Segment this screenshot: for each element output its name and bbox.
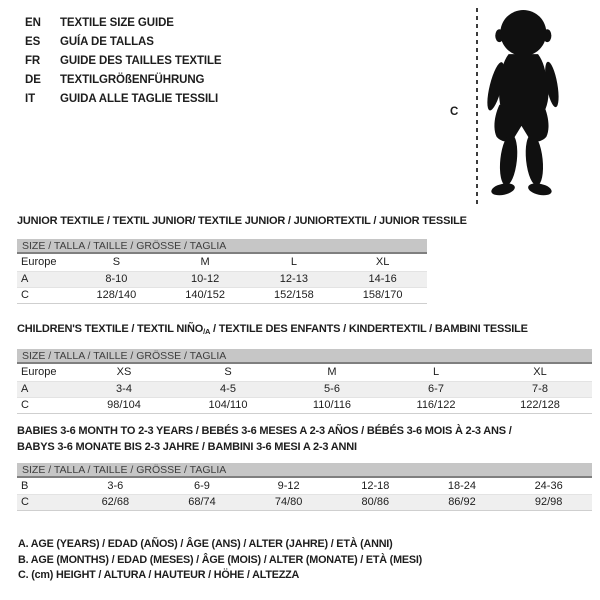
row-label: C: [21, 399, 29, 411]
table-cell: 116/122: [416, 399, 456, 411]
table-cell: 62/68: [101, 496, 130, 508]
table-cell: S: [224, 366, 232, 379]
table-cell: 104/110: [208, 399, 248, 411]
table-cell: 74/80: [274, 496, 303, 508]
table-cell: XL: [375, 256, 390, 269]
language-title: GUIDE DES TAILLES TEXTILE: [60, 54, 222, 67]
language-row-it: [25, 89, 222, 108]
row-label: C: [21, 289, 29, 301]
table-cell: 140/152: [185, 289, 225, 301]
table-cell: 9-12: [277, 479, 300, 492]
section-babies: [17, 423, 592, 511]
babies-size-table: [17, 478, 592, 511]
table-row: [17, 381, 592, 397]
table-cell: 158/170: [362, 289, 403, 301]
section-children-title: [17, 323, 592, 338]
language-row-en: [25, 13, 222, 32]
row-label: B: [21, 479, 29, 492]
table-cell: 68/74: [188, 496, 216, 508]
language-code: FR: [25, 54, 41, 67]
language-list: [25, 13, 222, 108]
note-height: C. (cm) HEIGHT / ALTURA / HAUTEUR / HÖHE / ALTEZZA: [18, 569, 300, 582]
language-title: GUÍA DE TALLAS: [60, 35, 154, 48]
table-cell: L: [290, 256, 297, 269]
table-cell: XS: [116, 366, 132, 379]
table-cell: 98/104: [107, 399, 141, 411]
language-title: TEXTILE SIZE GUIDE: [60, 16, 174, 29]
table-cell: 12-13: [279, 273, 308, 285]
language-row-es: [25, 32, 222, 51]
language-row-de: [25, 70, 222, 89]
row-label: Europe: [21, 366, 57, 379]
table-cell: 8-10: [105, 273, 128, 285]
title-text: CHILDREN'S TEXTILE / TEXTIL NIÑO: [17, 323, 204, 335]
title-subscript: /A: [203, 327, 211, 336]
row-label: Europe: [21, 256, 57, 269]
table-cell: L: [432, 366, 440, 379]
table-cell: S: [112, 256, 121, 269]
table-header-row: [17, 364, 592, 381]
table-cell: 122/128: [520, 399, 560, 411]
baby-figure: [445, 0, 600, 215]
table-cell: 4-5: [220, 383, 236, 395]
section-children: [17, 323, 592, 414]
title-text: / TEXTILE DES ENFANTS / KINDERTEXTIL / BAMBINI TESSILE: [210, 323, 528, 335]
size-header-bar: SIZE / TALLA / TAILLE / GRÖSSE / TAGLIA: [17, 349, 592, 364]
height-measure-label: C: [450, 106, 459, 118]
table-cell: 80/86: [361, 496, 390, 508]
children-size-table: [17, 364, 592, 414]
table-cell: 128/140: [96, 289, 137, 301]
table-cell: XL: [533, 366, 547, 379]
baby-silhouette-icon: [481, 6, 573, 208]
language-code: EN: [25, 16, 41, 29]
note-age-years: A. AGE (YEARS) / EDAD (AÑOS) / ÂGE (ANS) / ALTER (JAHRE) / ETÀ (ANNI): [18, 538, 393, 550]
table-row: [17, 397, 592, 413]
language-code: IT: [25, 92, 36, 105]
table-cell: 110/116: [312, 399, 352, 411]
table-header-row: [17, 254, 427, 271]
junior-size-table: [17, 254, 427, 304]
language-title: GUIDA ALLE TAGLIE TESSILI: [60, 92, 219, 105]
table-cell: M: [327, 366, 337, 379]
table-cell: 7-8: [532, 383, 548, 395]
table-cell: 10-12: [191, 273, 220, 285]
legend-notes: [18, 537, 422, 584]
size-header-bar: SIZE / TALLA / TAILLE / GRÖSSE / TAGLIA: [17, 239, 427, 254]
row-label: A: [21, 273, 29, 285]
section-junior-title: JUNIOR TEXTILE / TEXTIL JUNIOR/ TEXTILE JUNIOR / JUNIORTEXTIL / JUNIOR TESSILE: [17, 215, 467, 227]
table-cell: 152/158: [273, 289, 314, 301]
table-cell: 24-36: [534, 479, 563, 492]
table-cell: 14-16: [368, 273, 397, 285]
table-cell: 3-6: [107, 479, 124, 492]
table-row: [17, 271, 427, 287]
row-label: A: [21, 383, 29, 395]
table-row: [17, 287, 427, 303]
table-cell: 5-6: [324, 383, 340, 395]
table-cell: 86/92: [448, 496, 476, 508]
language-title: TEXTILGRÖßENFÜHRUNG: [60, 73, 205, 86]
note-age-months: B. AGE (MONTHS) / EDAD (MESES) / ÂGE (MOIS) / ALTER (MONATE) / ETÀ (MESI): [18, 553, 423, 566]
language-row-fr: [25, 51, 222, 70]
table-cell: M: [200, 256, 210, 269]
section-babies-title: [17, 423, 592, 455]
table-cell: 18-24: [447, 479, 477, 492]
table-cell: 12-18: [361, 479, 390, 492]
title-line-1: BABIES 3-6 MONTH TO 2-3 YEARS / BEBÉS 3-6 MESES A 2-3 AÑOS / BÉBÉS 3-6 MOIS À 2-3 ANS /: [17, 425, 512, 437]
language-code: ES: [25, 35, 41, 48]
section-junior: [17, 215, 467, 304]
title-line-2: BABYS 3-6 MONATE BIS 2-3 JAHRE / BAMBINI 3-6 MESI A 2-3 ANNI: [17, 441, 357, 453]
table-cell: 92/98: [534, 496, 563, 508]
row-label: C: [21, 496, 29, 508]
table-row: [17, 478, 592, 494]
language-code: DE: [25, 73, 41, 86]
table-cell: 6-9: [194, 479, 210, 492]
size-header-bar: SIZE / TALLA / TAILLE / GRÖSSE / TAGLIA: [17, 463, 592, 478]
height-measure-line: [476, 8, 478, 206]
table-cell: 3-4: [116, 383, 132, 395]
table-row: [17, 494, 592, 510]
table-cell: 6-7: [428, 383, 444, 395]
